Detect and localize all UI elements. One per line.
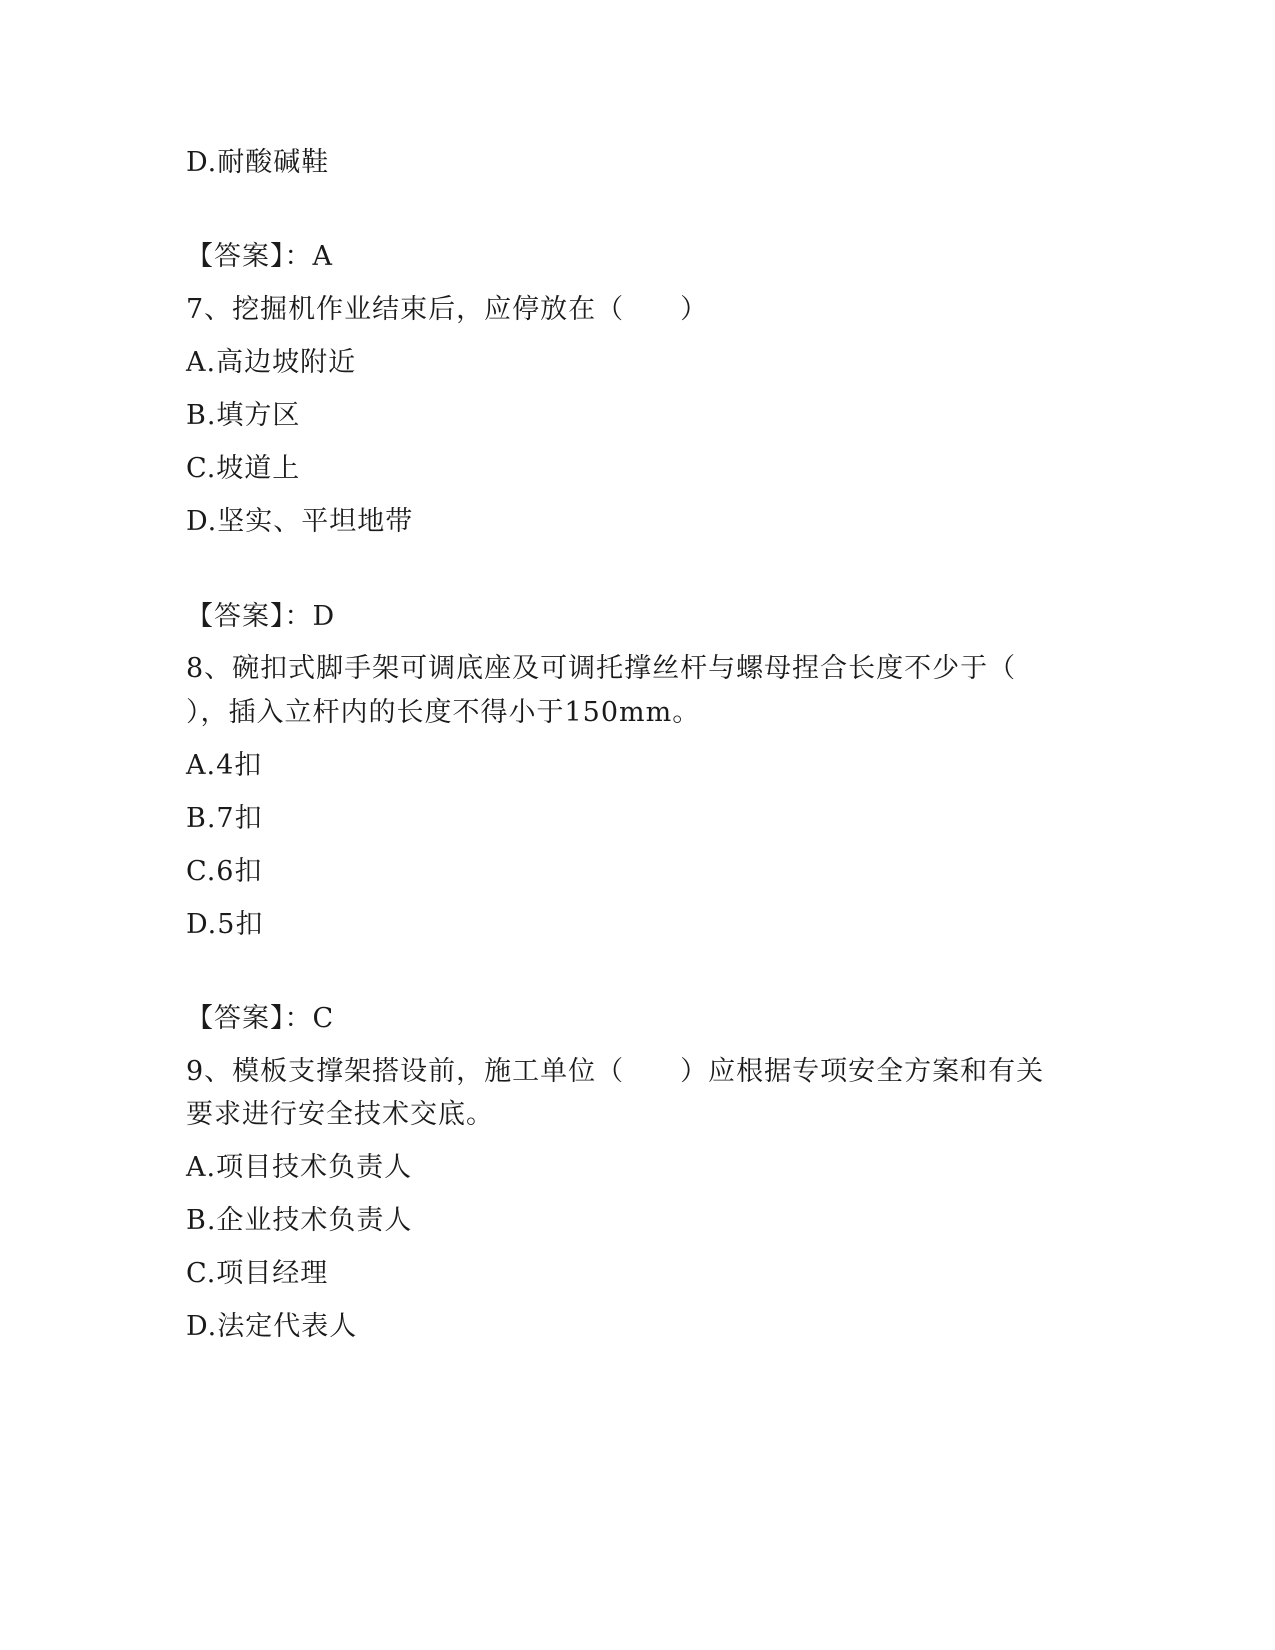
question-9-stem-line-1: 9、模板支撑架搭设前，施工单位（ ）应根据专项安全方案和有关	[186, 1056, 1045, 1087]
question-8-option-b: B.7扣	[186, 803, 263, 834]
question-8-stem-line-2: ），插入立杆内的长度不得小于150mm。	[186, 697, 701, 728]
question-9-option-a: A.项目技术负责人	[186, 1152, 413, 1183]
question-9-option-c: C.项目经理	[186, 1258, 329, 1289]
question-7-option-c: C.坡道上	[186, 453, 301, 484]
question-7-option-d: D.坚实、平坦地带	[186, 506, 414, 537]
question-9-option-b: B.企业技术负责人	[186, 1205, 413, 1236]
question-8-option-a: A.4扣	[186, 750, 263, 781]
question-8-option-d: D.5扣	[186, 909, 264, 940]
question-7-stem: 7、挖掘机作业结束后，应停放在（ ）	[186, 294, 709, 325]
question-7-option-b: B.填方区	[186, 400, 301, 431]
question-8-option-c: C.6扣	[186, 856, 263, 887]
prev-question-option-d: D.耐酸碱鞋	[186, 147, 330, 178]
question-7-answer: 【答案】：D	[186, 601, 336, 632]
question-8-answer: 【答案】：C	[186, 1003, 335, 1034]
question-7-option-a: A.高边坡附近	[186, 347, 357, 378]
question-8-stem-line-1: 8、碗扣式脚手架可调底座及可调托撑丝杆与螺母捏合长度不少于（	[186, 653, 1017, 684]
prev-question-answer: 【答案】：A	[186, 241, 333, 272]
question-9-stem-line-2: 要求进行安全技术交底。	[186, 1099, 494, 1130]
question-9-option-d: D.法定代表人	[186, 1311, 358, 1342]
